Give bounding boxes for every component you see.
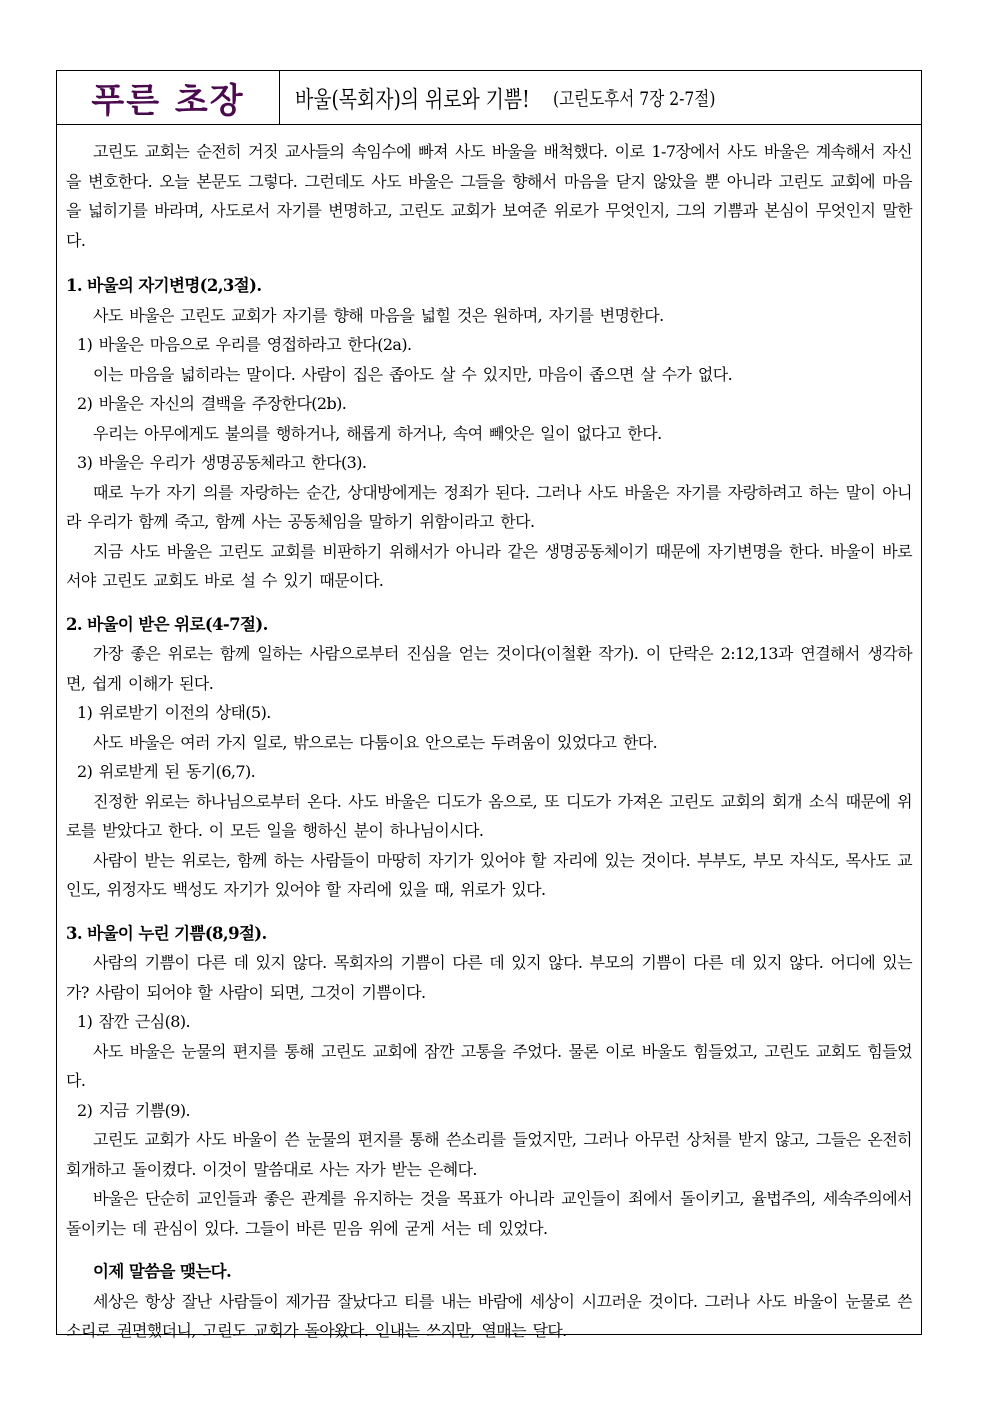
point-body: 때로 누가 자기 의를 자랑하는 순간, 상대방에게는 정죄가 된다. 그러나 사도 바울은 자기를 자랑하려고 하는 말이 아니라 우리가 함께 죽고, 함께 사는 공동체임을 말하기 위함이라고 한다.	[66, 482, 912, 531]
point-body: 사람이 받는 위로는, 함께 하는 사람들이 마땅히 자기가 있어야 할 자리에 있는 것이다. 부부도, 부모 자식도, 목사도 교인도, 위정자도 백성도 자기가 있어야 할 자리에 있을 때, 위로가 있다.	[66, 850, 912, 899]
scripture-reference: (고린도후서 7장 2-7절)	[553, 88, 716, 110]
section-heading: 3. 바울이 누린 기쁨(8,9절).	[66, 923, 267, 943]
point-label: 1) 위로받기 이전의 상태(5).	[77, 703, 271, 722]
point-label: 2) 지금 기쁨(9).	[77, 1100, 190, 1120]
point-body: 사도 바울은 눈물의 편지를 통해 고린도 교회에 잠깐 고통을 주었다. 물론 이로 바울도 힘들었고, 고린도 교회도 힘들었다.	[66, 1041, 912, 1090]
closing-section	[66, 1257, 912, 1346]
point-body: 바울은 단순히 교인들과 좋은 관계를 유지하는 것을 목표가 아니라 교인들이 죄에서 돌이키고, 율법주의, 세속주의에서 돌이키는 데 관심이 있다. 그들이 바른 믿음 위에 굳게 서는 데 있었다.	[66, 1189, 912, 1238]
point-body: 이는 마음을 넓히라는 말이다. 사람이 집은 좁아도 살 수 있지만, 마음이 좁으면 살 수가 없다.	[93, 364, 733, 384]
point-body: 고린도 교회가 사도 바울이 쓴 눈물의 편지를 통해 쓴소리를 들었지만, 그러나 아무런 상처를 받지 않고, 그들은 온전히 회개하고 돌이켰다. 이것이 말씀대로 사는 자가 받는 은혜다.	[66, 1130, 912, 1179]
point-label: 1) 잠깐 근심(8).	[77, 1012, 190, 1031]
closing-heading: 이제 말씀을 맺는다.	[93, 1262, 232, 1281]
section-heading: 2. 바울이 받은 위로(4-7절).	[66, 614, 268, 634]
point-body: 사도 바울은 여러 가지 일로, 밖으로는 다툼이요 안으로는 두려움이 있었다고 한다.	[93, 732, 658, 752]
point-body: 우리는 아무에게도 불의를 행하거나, 해롭게 하거나, 속여 빼앗은 일이 없다고 한다.	[93, 423, 662, 443]
brand-title: 푸른 초장	[91, 81, 245, 121]
section-lead: 사도 바울은 고린도 교회가 자기를 향해 마음을 넓힐 것은 원하며, 자기를 변명한다.	[93, 305, 664, 325]
header	[57, 71, 921, 125]
point-label: 1) 바울은 마음으로 우리를 영접하라고 한다(2a).	[77, 335, 412, 354]
intro-paragraph: 고린도 교회는 순전히 거짓 교사들의 속임수에 빠져 사도 바울을 배척했다. 이로 1-7장에서 사도 바울은 계속해서 자신을 변호한다. 오늘 본문도 그렇다. 그런데도 사도 바울은 그들을 향해서 마음을 닫지 않았을 뿐 아니라 고린도 교회에 마음을 넓히기를 바라며, 사도로서 자기를 변명하고, 고린도 교회가 보여준 위로가 무엇인지, 그의 기쁨과 본심이 무엇인지 말한다.	[66, 142, 912, 250]
point-body: 진정한 위로는 하나님으로부터 온다. 사도 바울은 디도가 옴으로, 또 디도가 가져온 고린도 교회의 회개 소식 때문에 위로를 받았다고 한다. 이 모든 일을 행하신 분이 하나님이시다.	[66, 791, 912, 840]
sermon-title-main: 바울(목회자)의 위로와 기쁨!	[295, 87, 530, 113]
point-label: 2) 바울은 자신의 결백을 주장한다(2b).	[77, 394, 347, 413]
point-body: 지금 사도 바울은 고린도 교회를 비판하기 위해서가 아니라 같은 생명공동체이기 때문에 자기변명을 한다. 바울이 바로 서야 고린도 교회도 바로 설 수 있기 때문이다.	[66, 541, 912, 590]
bulletin-page	[56, 70, 922, 1340]
section-2	[66, 610, 912, 905]
section-3	[66, 919, 912, 1244]
section-1	[66, 271, 912, 596]
section-lead: 사람의 기쁨이 다른 데 있지 않다. 목회자의 기쁨이 다른 데 있지 않다. 부모의 기쁨이 다른 데 있지 않다. 어디에 있는가? 사람이 되어야 할 사람이 되면, 그것이 기쁨이다.	[66, 953, 912, 1002]
point-label: 3) 바울은 우리가 생명공동체라고 한다(3).	[77, 453, 367, 472]
brand-box	[57, 71, 280, 124]
closing-body: 세상은 항상 잘난 사람들이 제가끔 잘났다고 티를 내는 바람에 세상이 시끄러운 것이다. 그러나 사도 바울이 눈물로 쓴소리로 권면했더니, 고린도 교회가 돌아왔다. 인내는 쓰지만, 열매는 달다.	[66, 1291, 912, 1340]
sermon-title	[295, 71, 751, 124]
point-label: 2) 위로받게 된 동기(6,7).	[77, 762, 256, 781]
section-lead: 가장 좋은 위로는 함께 일하는 사람으로부터 진심을 얻는 것이다(이철환 작가). 이 단락은 2:12,13과 연결해서 생각하면, 쉽게 이해가 된다.	[66, 644, 912, 693]
sermon-body	[57, 125, 921, 1346]
section-heading: 1. 바울의 자기변명(2,3절).	[66, 276, 262, 295]
